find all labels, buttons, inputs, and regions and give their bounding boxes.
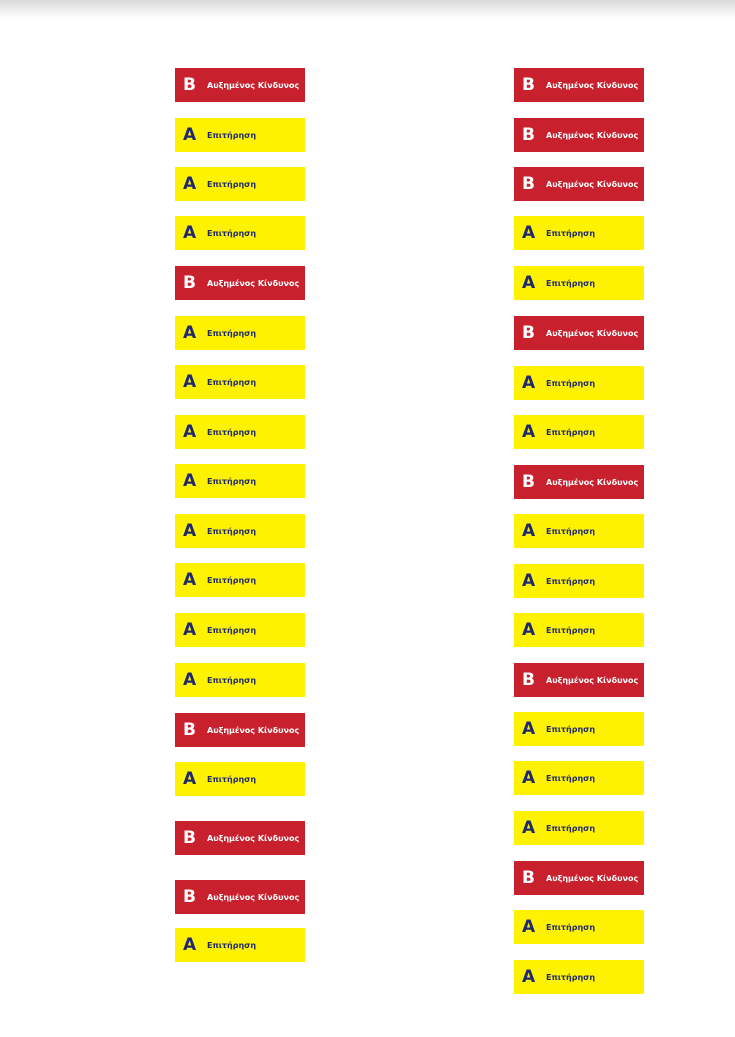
risk-level-letter: Β [183, 887, 196, 907]
risk-badge-surveillance [175, 118, 305, 152]
risk-badge-surveillance [514, 910, 644, 944]
risk-level-label: Αυξημένος Κίνδυνος [546, 477, 639, 487]
risk-level-label: Επιτήρηση [207, 774, 257, 784]
risk-badge-increased [514, 68, 644, 102]
risk-level-label: Αυξημένος Κίνδυνος [546, 675, 639, 685]
risk-badge-surveillance [175, 316, 305, 350]
risk-badge-surveillance [175, 415, 305, 449]
risk-badge-surveillance [514, 960, 644, 994]
risk-badge-surveillance [514, 564, 644, 598]
risk-badge-increased [175, 266, 305, 300]
risk-badge-increased [514, 861, 644, 895]
risk-badge-surveillance [175, 663, 305, 697]
risk-level-letter: Α [522, 967, 536, 987]
risk-badge-surveillance [514, 216, 644, 250]
risk-level-label: Αυξημένος Κίνδυνος [207, 278, 300, 288]
risk-level-letter: Β [183, 75, 196, 95]
risk-level-label: Επιτήρηση [546, 228, 596, 238]
risk-level-letter: Α [522, 768, 536, 788]
risk-level-letter: Α [183, 670, 197, 690]
risk-badge-surveillance [175, 613, 305, 647]
risk-level-letter: Α [183, 372, 197, 392]
risk-badge-surveillance [514, 415, 644, 449]
risk-level-label: Επιτήρηση [207, 228, 257, 238]
risk-level-label: Επιτήρηση [546, 922, 596, 932]
risk-level-label: Επιτήρηση [207, 625, 257, 635]
risk-level-letter: Α [183, 521, 197, 541]
risk-level-letter: Β [522, 472, 535, 492]
risk-badge-surveillance [175, 167, 305, 201]
risk-badge-increased [514, 167, 644, 201]
risk-level-label: Επιτήρηση [207, 940, 257, 950]
risk-badge-increased [175, 880, 305, 914]
page-top-shadow [0, 0, 735, 18]
risk-level-label: Αυξημένος Κίνδυνος [546, 80, 639, 90]
risk-level-label: Επιτήρηση [546, 576, 596, 586]
risk-level-letter: Α [522, 571, 536, 591]
risk-level-letter: Α [183, 471, 197, 491]
risk-level-label: Επιτήρηση [546, 427, 596, 437]
risk-level-letter: Α [522, 620, 536, 640]
risk-level-label: Επιτήρηση [207, 328, 257, 338]
risk-badge-surveillance [514, 811, 644, 845]
risk-level-letter: Α [183, 174, 197, 194]
risk-level-label: Αυξημένος Κίνδυνος [207, 892, 300, 902]
risk-level-letter: Α [522, 223, 536, 243]
risk-level-letter: Α [522, 273, 536, 293]
risk-badge-increased [514, 316, 644, 350]
risk-level-label: Αυξημένος Κίνδυνος [207, 725, 300, 735]
risk-level-label: Επιτήρηση [207, 476, 257, 486]
risk-badge-increased [175, 821, 305, 855]
risk-level-label: Επιτήρηση [207, 675, 257, 685]
risk-badge-surveillance [514, 613, 644, 647]
risk-level-label: Επιτήρηση [207, 377, 257, 387]
risk-level-letter: Α [183, 935, 197, 955]
risk-level-letter: Α [522, 818, 536, 838]
risk-level-letter: Β [183, 720, 196, 740]
risk-badge-surveillance [175, 928, 305, 962]
risk-level-label: Αυξημένος Κίνδυνος [546, 179, 639, 189]
risk-level-letter: Α [522, 917, 536, 937]
risk-level-label: Αυξημένος Κίνδυνος [546, 328, 639, 338]
risk-badge-surveillance [514, 761, 644, 795]
risk-level-letter: Β [522, 323, 535, 343]
risk-level-label: Επιτήρηση [546, 625, 596, 635]
risk-badge-increased [514, 663, 644, 697]
risk-badge-increased [175, 68, 305, 102]
risk-level-label: Επιτήρηση [207, 179, 257, 189]
risk-badge-surveillance [175, 365, 305, 399]
risk-level-letter: Α [183, 422, 197, 442]
risk-badge-surveillance [175, 216, 305, 250]
risk-badge-surveillance [514, 712, 644, 746]
risk-level-label: Αυξημένος Κίνδυνος [207, 833, 300, 843]
risk-level-letter: Β [183, 828, 196, 848]
risk-level-letter: Α [522, 422, 536, 442]
risk-level-label: Επιτήρηση [207, 526, 257, 536]
risk-level-label: Επιτήρηση [546, 278, 596, 288]
risk-level-letter: Β [522, 125, 535, 145]
risk-level-label: Επιτήρηση [207, 130, 257, 140]
risk-level-letter: Α [522, 719, 536, 739]
risk-level-letter: Α [183, 223, 197, 243]
risk-level-label: Επιτήρηση [546, 378, 596, 388]
risk-level-label: Αυξημένος Κίνδυνος [546, 873, 639, 883]
risk-level-label: Επιτήρηση [546, 724, 596, 734]
risk-level-letter: Α [183, 323, 197, 343]
risk-level-letter: Α [183, 125, 197, 145]
risk-badge-surveillance [514, 366, 644, 400]
risk-level-letter: Β [522, 174, 535, 194]
risk-badge-surveillance [514, 514, 644, 548]
risk-badge-increased [175, 713, 305, 747]
risk-level-letter: Α [183, 769, 197, 789]
risk-level-letter: Β [183, 273, 196, 293]
risk-level-letter: Α [522, 373, 536, 393]
risk-level-label: Αυξημένος Κίνδυνος [546, 130, 639, 140]
risk-badge-surveillance [175, 563, 305, 597]
risk-level-label: Επιτήρηση [546, 773, 596, 783]
risk-level-letter: Α [183, 620, 197, 640]
risk-level-label: Επιτήρηση [207, 427, 257, 437]
risk-level-label: Επιτήρηση [207, 575, 257, 585]
risk-badge-increased [514, 465, 644, 499]
risk-level-label: Επιτήρηση [546, 526, 596, 536]
risk-badge-increased [514, 118, 644, 152]
risk-level-label: Αυξημένος Κίνδυνος [207, 80, 300, 90]
risk-level-letter: Β [522, 868, 535, 888]
risk-badge-surveillance [175, 514, 305, 548]
risk-level-label: Επιτήρηση [546, 823, 596, 833]
risk-badge-surveillance [175, 762, 305, 796]
risk-badge-surveillance [175, 464, 305, 498]
risk-level-letter: Β [522, 75, 535, 95]
risk-badge-surveillance [514, 266, 644, 300]
risk-level-letter: Α [522, 521, 536, 541]
risk-level-letter: Β [522, 670, 535, 690]
risk-level-label: Επιτήρηση [546, 972, 596, 982]
risk-level-letter: Α [183, 570, 197, 590]
